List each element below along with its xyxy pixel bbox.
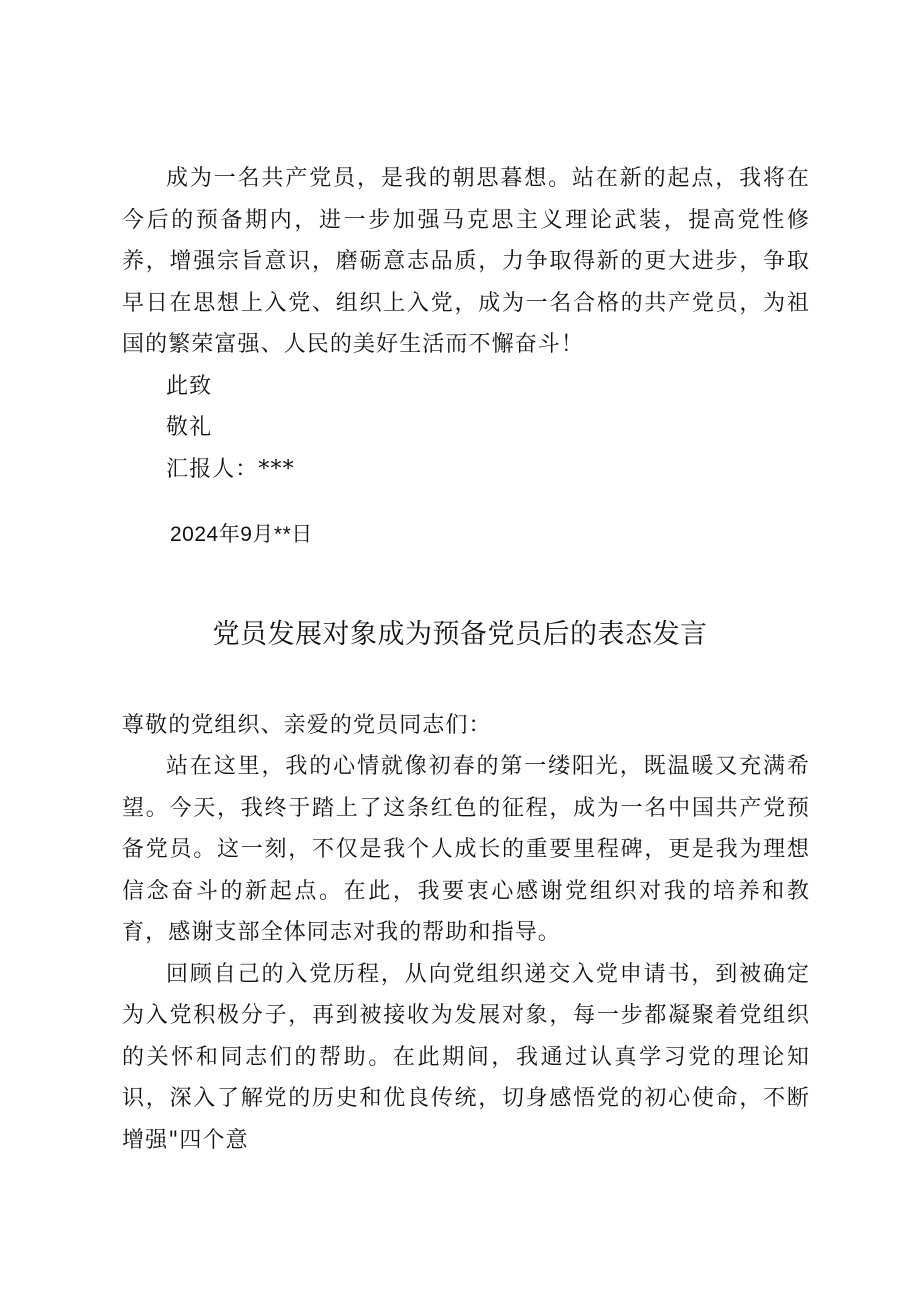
salute-cizhi: 此致 — [166, 373, 213, 399]
salute-jingli: 敬礼 — [166, 415, 213, 440]
speech-paragraph-2: 回顾自己的入党历程，从向党组织递交入党申请书，到被确定为入党积极分子，再到被接收为发展对象，每一步都凝聚着党组织的关怀和同志们的帮助。在此期间，我通过认真学习党的理论知识，深入了解党的历史和优良传统，切身感悟党的初心使命，不断增强"四个意 — [122, 961, 810, 1153]
speech-salutation: 尊敬的党组织、亲爱的党员同志们： — [122, 713, 492, 738]
reporter-line: 汇报人：*** — [166, 456, 295, 482]
speech-title: 党员发展对象成为预备党员后的表态发言 — [212, 619, 708, 650]
speech-body — [122, 746, 810, 1161]
speech-paragraph-1: 站在这里，我的心情就像初春的第一缕阳光，既温暖又充满希望。今天，我终于踏上了这条红色的征程，成为一名中国共产党预备党员。这一刻，不仅是我个人成长的重要里程碑，更是我为理想信念奋斗的新起点。在此，我要衷心感谢党组织对我的培养和教育，感谢支部全体同志对我的帮助和指导。 — [122, 754, 810, 945]
letter-closing-section — [122, 158, 810, 490]
letter-date: 2024年9月**日 — [170, 523, 313, 546]
letter-closing-paragraph: 成为一名共产党员，是我的朝思暮想。站在新的起点，我将在今后的预备期内，进一步加强马克思主义理论武装，提高党性修养，增强宗旨意识，磨砺意志品质，力争取得新的更大进步，争取早日在思想上入党、组织上入党，成为一名合格的共产党员，为祖国的繁荣富强、人民的美好生活而不懈奋斗！ — [122, 166, 810, 357]
